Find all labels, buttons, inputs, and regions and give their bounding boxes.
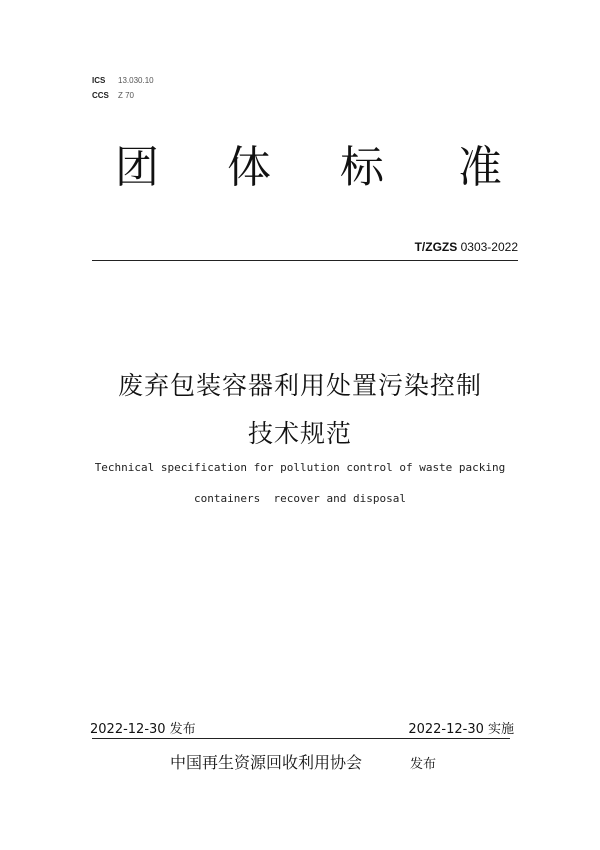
issue-date: 2022-12-30 发布	[90, 722, 196, 737]
header-char-4: 准	[458, 142, 502, 193]
standard-number-prefix: T/ZGZS	[414, 240, 458, 254]
zh-title-line-1: 废弃包装容器利用处置污染控制	[117, 371, 482, 400]
header-rule	[92, 260, 518, 261]
header-char-3: 标	[340, 142, 384, 193]
ccs-label: CCS	[92, 91, 109, 100]
publisher-action: 发布	[410, 757, 437, 772]
en-title-line-1: Technical specification for pollution control of waste packing	[94, 461, 506, 474]
header-char-2: 体	[227, 142, 271, 193]
ccs-row	[92, 91, 134, 100]
ics-label: ICS	[92, 76, 106, 85]
standard-number	[415, 240, 518, 254]
header-char-1: 团	[115, 142, 159, 193]
en-title-line-2: containers recover and disposal	[194, 492, 406, 505]
ics-code: 13.030.10	[118, 76, 154, 85]
ics-row	[92, 76, 154, 85]
standard-number-value: 0303-2022	[460, 240, 518, 254]
implement-date: 2022-12-30 实施	[408, 722, 514, 737]
ccs-code: Z 70	[118, 91, 135, 100]
zh-title-line-2: 技术规范	[247, 419, 352, 448]
footer-rule	[92, 738, 510, 739]
publisher-name: 中国再生资源回收利用协会	[170, 753, 363, 772]
